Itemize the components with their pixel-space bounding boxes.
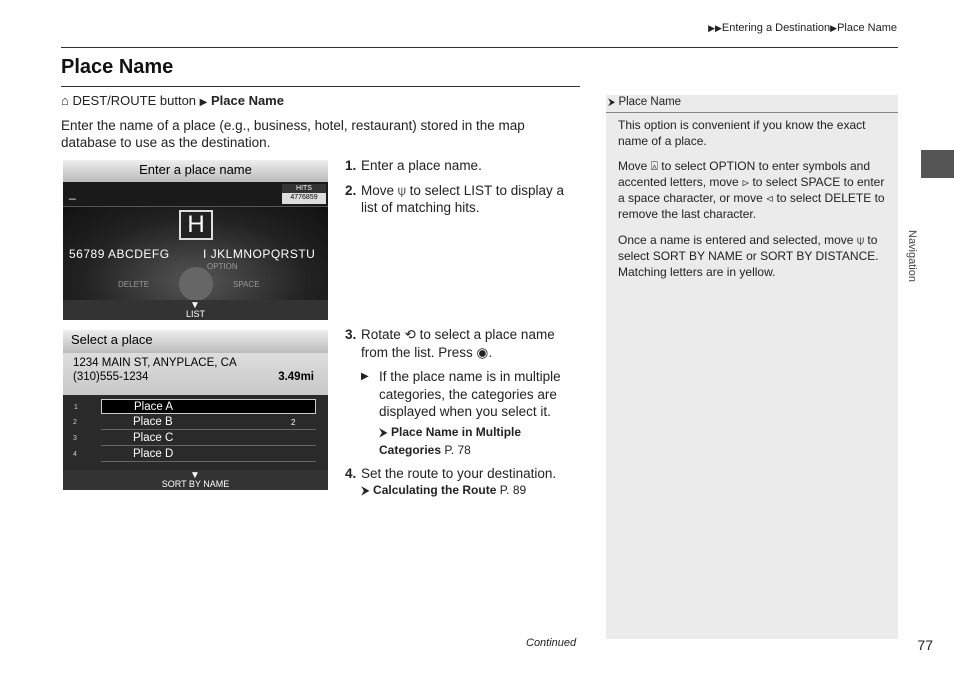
list-item-name: Place C (133, 432, 174, 444)
place-distance: 3.49mi (278, 371, 314, 383)
steps-3-4: 3. Rotate ⟲ to select a place name from the list. Press ◉. ▶ If the place name is in multiple categories, the categories are displayed when you select it. ⮞ Place Name in Multiple Categories P. 78 4. Set the route to your destination. ⮞ Calculating the Route P. 89 (345, 327, 561, 497)
category-count-badge: 2 (291, 418, 296, 427)
step2-text-b: to select (409, 182, 460, 198)
continued-label: Continued (526, 637, 577, 649)
button-path (61, 93, 284, 108)
list-item-number: 2 (73, 419, 77, 426)
hits-value: 4776859 (290, 194, 318, 201)
sidebar-heading (606, 95, 898, 113)
list-label: LIST (185, 309, 205, 319)
letter-row-left: 56789 ABCDEFG (69, 247, 170, 261)
steps-1-2 (345, 157, 580, 217)
place-phone: (310)555-1234 (73, 371, 149, 383)
down-arrow-icon: ▼ (190, 300, 200, 311)
step2-list: LIST (463, 182, 492, 198)
path-target: Place Name (210, 93, 284, 108)
space-label: SPACE (233, 280, 260, 289)
breadcrumb-part2: Place Name (837, 22, 897, 34)
place-list (63, 395, 328, 470)
joystick-left-icon: ⊲ (766, 191, 774, 205)
note-icon: ⮞ (608, 97, 616, 108)
hits-box (282, 184, 326, 204)
section-tab-label: Navigation (906, 230, 918, 282)
step4-text: Set the route to your destination. (361, 465, 557, 481)
place-address: 1234 MAIN ST, ANYPLACE, CA (73, 357, 237, 369)
step3-text-a: Rotate (361, 327, 401, 342)
step3-ref-link[interactable]: Place Name in Multiple Categories (379, 424, 522, 457)
screen1-cursor: _ (69, 186, 76, 200)
title-rule (61, 86, 580, 87)
down-arrow-icon: ▼ (190, 470, 200, 481)
joystick-right-icon: ⊳ (742, 175, 750, 189)
breadcrumb (708, 22, 897, 34)
letter-row-right: I JKLMNOPQRSTU (203, 247, 316, 261)
list-item[interactable] (73, 447, 316, 462)
intro-text: Enter the name of a place (e.g., business, hotel, restaurant) stored in the map database to use as the destination. (61, 118, 525, 150)
step4-ref-page: P. 89 (499, 483, 527, 497)
joystick-up-icon: ⍓ (650, 159, 658, 173)
list-item-number: 4 (73, 451, 77, 458)
sort-label: SORT BY NAME (161, 479, 230, 489)
step2-text-a: Move (361, 182, 395, 198)
step3-text-b: to select a place name from the list. Press (361, 327, 555, 360)
double-arrow-icon: ▶▶ (708, 23, 722, 33)
screen1-footer (63, 300, 328, 320)
sidebar-p2: Move ⍓ to select OPTION to enter symbols and accented letters, move ⊳ to select SPACE to enter a space character, or move ⊲ to select DELETE to remove the last character. (618, 159, 885, 221)
step4-number: 4. (345, 465, 357, 481)
rotate-knob-icon: ⟲ (404, 327, 416, 342)
list-item[interactable] (73, 431, 316, 446)
selected-letter: H (179, 210, 213, 240)
list-item-name: Place D (133, 448, 174, 460)
bullet-arrow-icon: ▶ (361, 371, 369, 382)
place-detail (63, 353, 328, 395)
arrow-icon: ▶ (830, 23, 838, 33)
screenshot-enter-place-name (63, 160, 328, 320)
step3-bullet: If the place name is in multiple categories, the categories are displayed when you select it. (379, 369, 561, 419)
step2-number: 2. (345, 182, 357, 198)
sidebar-p3: Once a name is entered and selected, move ⍦ to select SORT BY NAME or SORT BY DISTANCE. Matching letters are in yellow. (618, 233, 879, 279)
home-button-icon: ⌂ (61, 93, 69, 108)
list-item[interactable] (73, 415, 316, 430)
arrow-icon: ▶ (199, 97, 208, 108)
step2-text-c: to display a list of matching hits. (361, 182, 565, 215)
step1-text: Enter a place name. (361, 158, 482, 173)
option-label: OPTION (207, 262, 238, 271)
joystick-down-icon: ⍦ (856, 233, 865, 247)
top-rule (61, 47, 898, 48)
list-item-name: Place B (133, 416, 173, 428)
list-item-number: 3 (73, 435, 77, 442)
step4-ref-link[interactable]: Calculating the Route (373, 483, 497, 497)
page-number: 77 (917, 637, 933, 653)
page-title: Place Name (61, 56, 174, 78)
screen2-header: Select a place (63, 330, 328, 353)
sidebar-heading-text: Place Name (618, 96, 682, 108)
screenshot-select-place (63, 330, 328, 490)
step1-number: 1. (345, 158, 357, 173)
press-knob-icon: ◉ (476, 344, 489, 360)
delete-label: DELETE (118, 280, 150, 289)
ref-icon: ⮞ (361, 483, 370, 497)
section-tab (921, 150, 954, 178)
list-item-name: Place A (134, 401, 173, 413)
path-button-label: DEST/ROUTE button (72, 93, 197, 108)
ref-icon: ⮞ (379, 424, 388, 439)
step3-number: 3. (345, 327, 357, 342)
list-item[interactable] (74, 399, 316, 414)
list-item-number: 1 (74, 404, 78, 411)
joystick-down-icon: ⍦ (397, 182, 406, 198)
breadcrumb-part1: Entering a Destination (721, 22, 831, 34)
step3-ref-page: P. 78 (444, 442, 471, 457)
screen2-footer (63, 470, 328, 490)
sidebar-p1: This option is convenient if you know the exact name of a place. (618, 118, 866, 148)
hits-label: HITS (282, 184, 326, 193)
screen1-header: Enter a place name (63, 160, 328, 182)
